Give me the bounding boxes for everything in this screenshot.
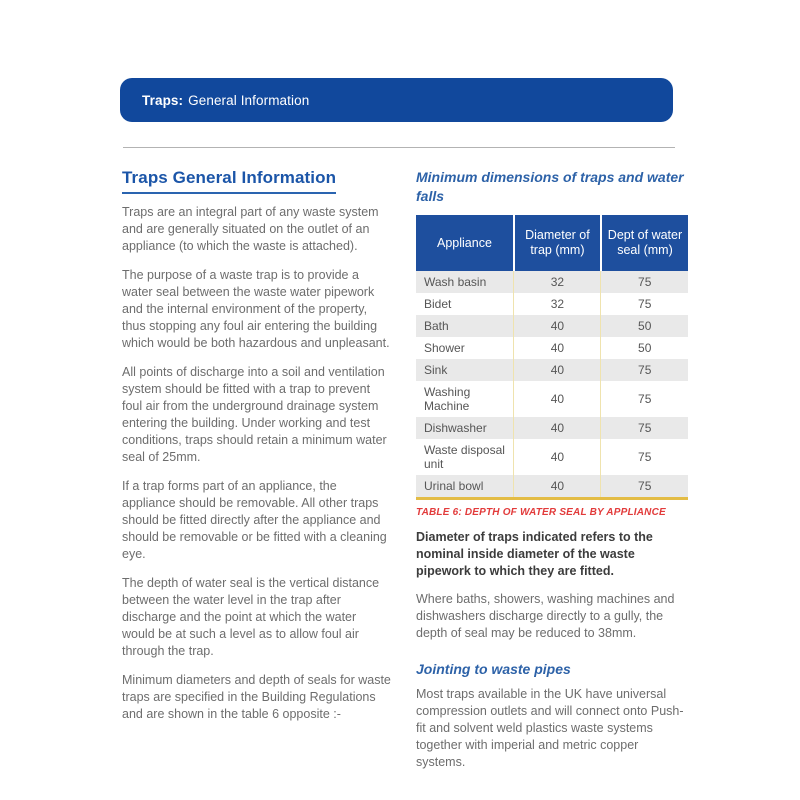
table-row — [416, 439, 688, 475]
body-paragraph: The purpose of a waste trap is to provide a water seal between the waste water pipework and the internal environment of the property, thus stopping any foul air entering the building which would be both hazardous and unpleasant. — [122, 268, 390, 350]
appliance-table — [416, 215, 688, 500]
table-row — [416, 337, 688, 359]
table-row — [416, 475, 688, 499]
diameter-cell: 32 — [514, 271, 601, 293]
seal-depth-cell: 75 — [601, 439, 688, 475]
jointing-paragraph: Most traps available in the UK have universal compression outlets and will connect onto Push-fit and solvent weld plastics waste systems together with imperial and metric copper systems. — [416, 687, 684, 769]
table-heading: Minimum dimensions of traps and water falls — [416, 169, 684, 204]
content-columns — [122, 168, 688, 783]
seal-depth-cell: 75 — [601, 381, 688, 417]
diameter-note: Diameter of traps indicated refers to the nominal inside diameter of the waste pipework to which they are fitted. — [416, 530, 653, 578]
appliance-cell: Sink — [424, 363, 448, 377]
appliance-table-head — [416, 215, 688, 271]
appliance-cell: Dishwasher — [424, 421, 487, 435]
seal-depth-cell: 75 — [601, 293, 688, 315]
diameter-cell: 40 — [514, 337, 601, 359]
appliance-cell: Urinal bowl — [424, 479, 484, 493]
right-column — [416, 168, 688, 783]
seal-depth-cell: 75 — [601, 359, 688, 381]
body-paragraph: The depth of water seal is the vertical distance between the water level in the trap after discharge and the point at which the water would be at such a level as to allow foul air through the trap. — [122, 576, 380, 658]
diameter-cell: 40 — [514, 381, 601, 417]
left-paragraphs — [122, 204, 392, 723]
table-column-header: Appliance — [416, 215, 514, 271]
body-paragraph: Minimum diameters and depth of seals for waste traps are specified in the Building Regulations and are shown in the table 6 opposite :- — [122, 673, 391, 721]
table-row — [416, 293, 688, 315]
seal-depth-cell: 50 — [601, 315, 688, 337]
appliance-cell: Washing Machine — [424, 385, 471, 413]
diameter-cell: 40 — [514, 475, 601, 499]
diameter-cell: 32 — [514, 293, 601, 315]
appliance-table-body — [416, 271, 688, 499]
header-title-bold: Traps: — [142, 92, 184, 108]
seal-depth-cell: 75 — [601, 417, 688, 439]
table-column-header: Diameter of trap (mm) — [514, 215, 601, 271]
body-paragraph: Traps are an integral part of any waste system and are generally situated on the outlet of an appliance (to which the waste is attached). — [122, 205, 379, 253]
diameter-cell: 40 — [514, 417, 601, 439]
table-header-row — [416, 215, 688, 271]
body-paragraph: If a trap forms part of an appliance, the appliance should be removable. All other traps should be fitted directly after the appliance and should be removable or be fitted with a cleaning eye. — [122, 479, 387, 561]
header-title-rest: General Information — [188, 92, 310, 108]
table-column-header: Dept of water seal (mm) — [601, 215, 688, 271]
header-divider — [123, 147, 675, 148]
seal-depth-cell: 75 — [601, 271, 688, 293]
table-row — [416, 417, 688, 439]
gully-note: Where baths, showers, washing machines and dishwashers discharge directly to a gully, the depth of seal may be reduced to 38mm. — [416, 592, 675, 640]
left-column — [122, 168, 392, 783]
diameter-cell: 40 — [514, 315, 601, 337]
seal-depth-cell: 50 — [601, 337, 688, 359]
jointing-heading: Jointing to waste pipes — [416, 661, 571, 677]
diameter-cell: 40 — [514, 439, 601, 475]
diameter-cell: 40 — [514, 359, 601, 381]
table-row — [416, 315, 688, 337]
appliance-cell: Waste disposal unit — [424, 443, 505, 471]
header-bar — [120, 78, 673, 122]
table-row — [416, 359, 688, 381]
seal-depth-cell: 75 — [601, 475, 688, 499]
table-row — [416, 271, 688, 293]
table-row — [416, 381, 688, 417]
body-paragraph: All points of discharge into a soil and ventilation system should be fitted with a trap to prevent foul air from the underground drainage system entering the building. Under working and test conditions, traps should retain a minimum water seal of 25mm. — [122, 365, 387, 464]
table-caption: TABLE 6: DEPTH OF WATER SEAL BY APPLIANCE — [416, 507, 666, 518]
appliance-cell: Wash basin — [424, 275, 487, 289]
appliance-cell: Bidet — [424, 297, 452, 311]
section-heading: Traps General Information — [122, 168, 336, 194]
appliance-cell: Shower — [424, 341, 465, 355]
appliance-cell: Bath — [424, 319, 449, 333]
